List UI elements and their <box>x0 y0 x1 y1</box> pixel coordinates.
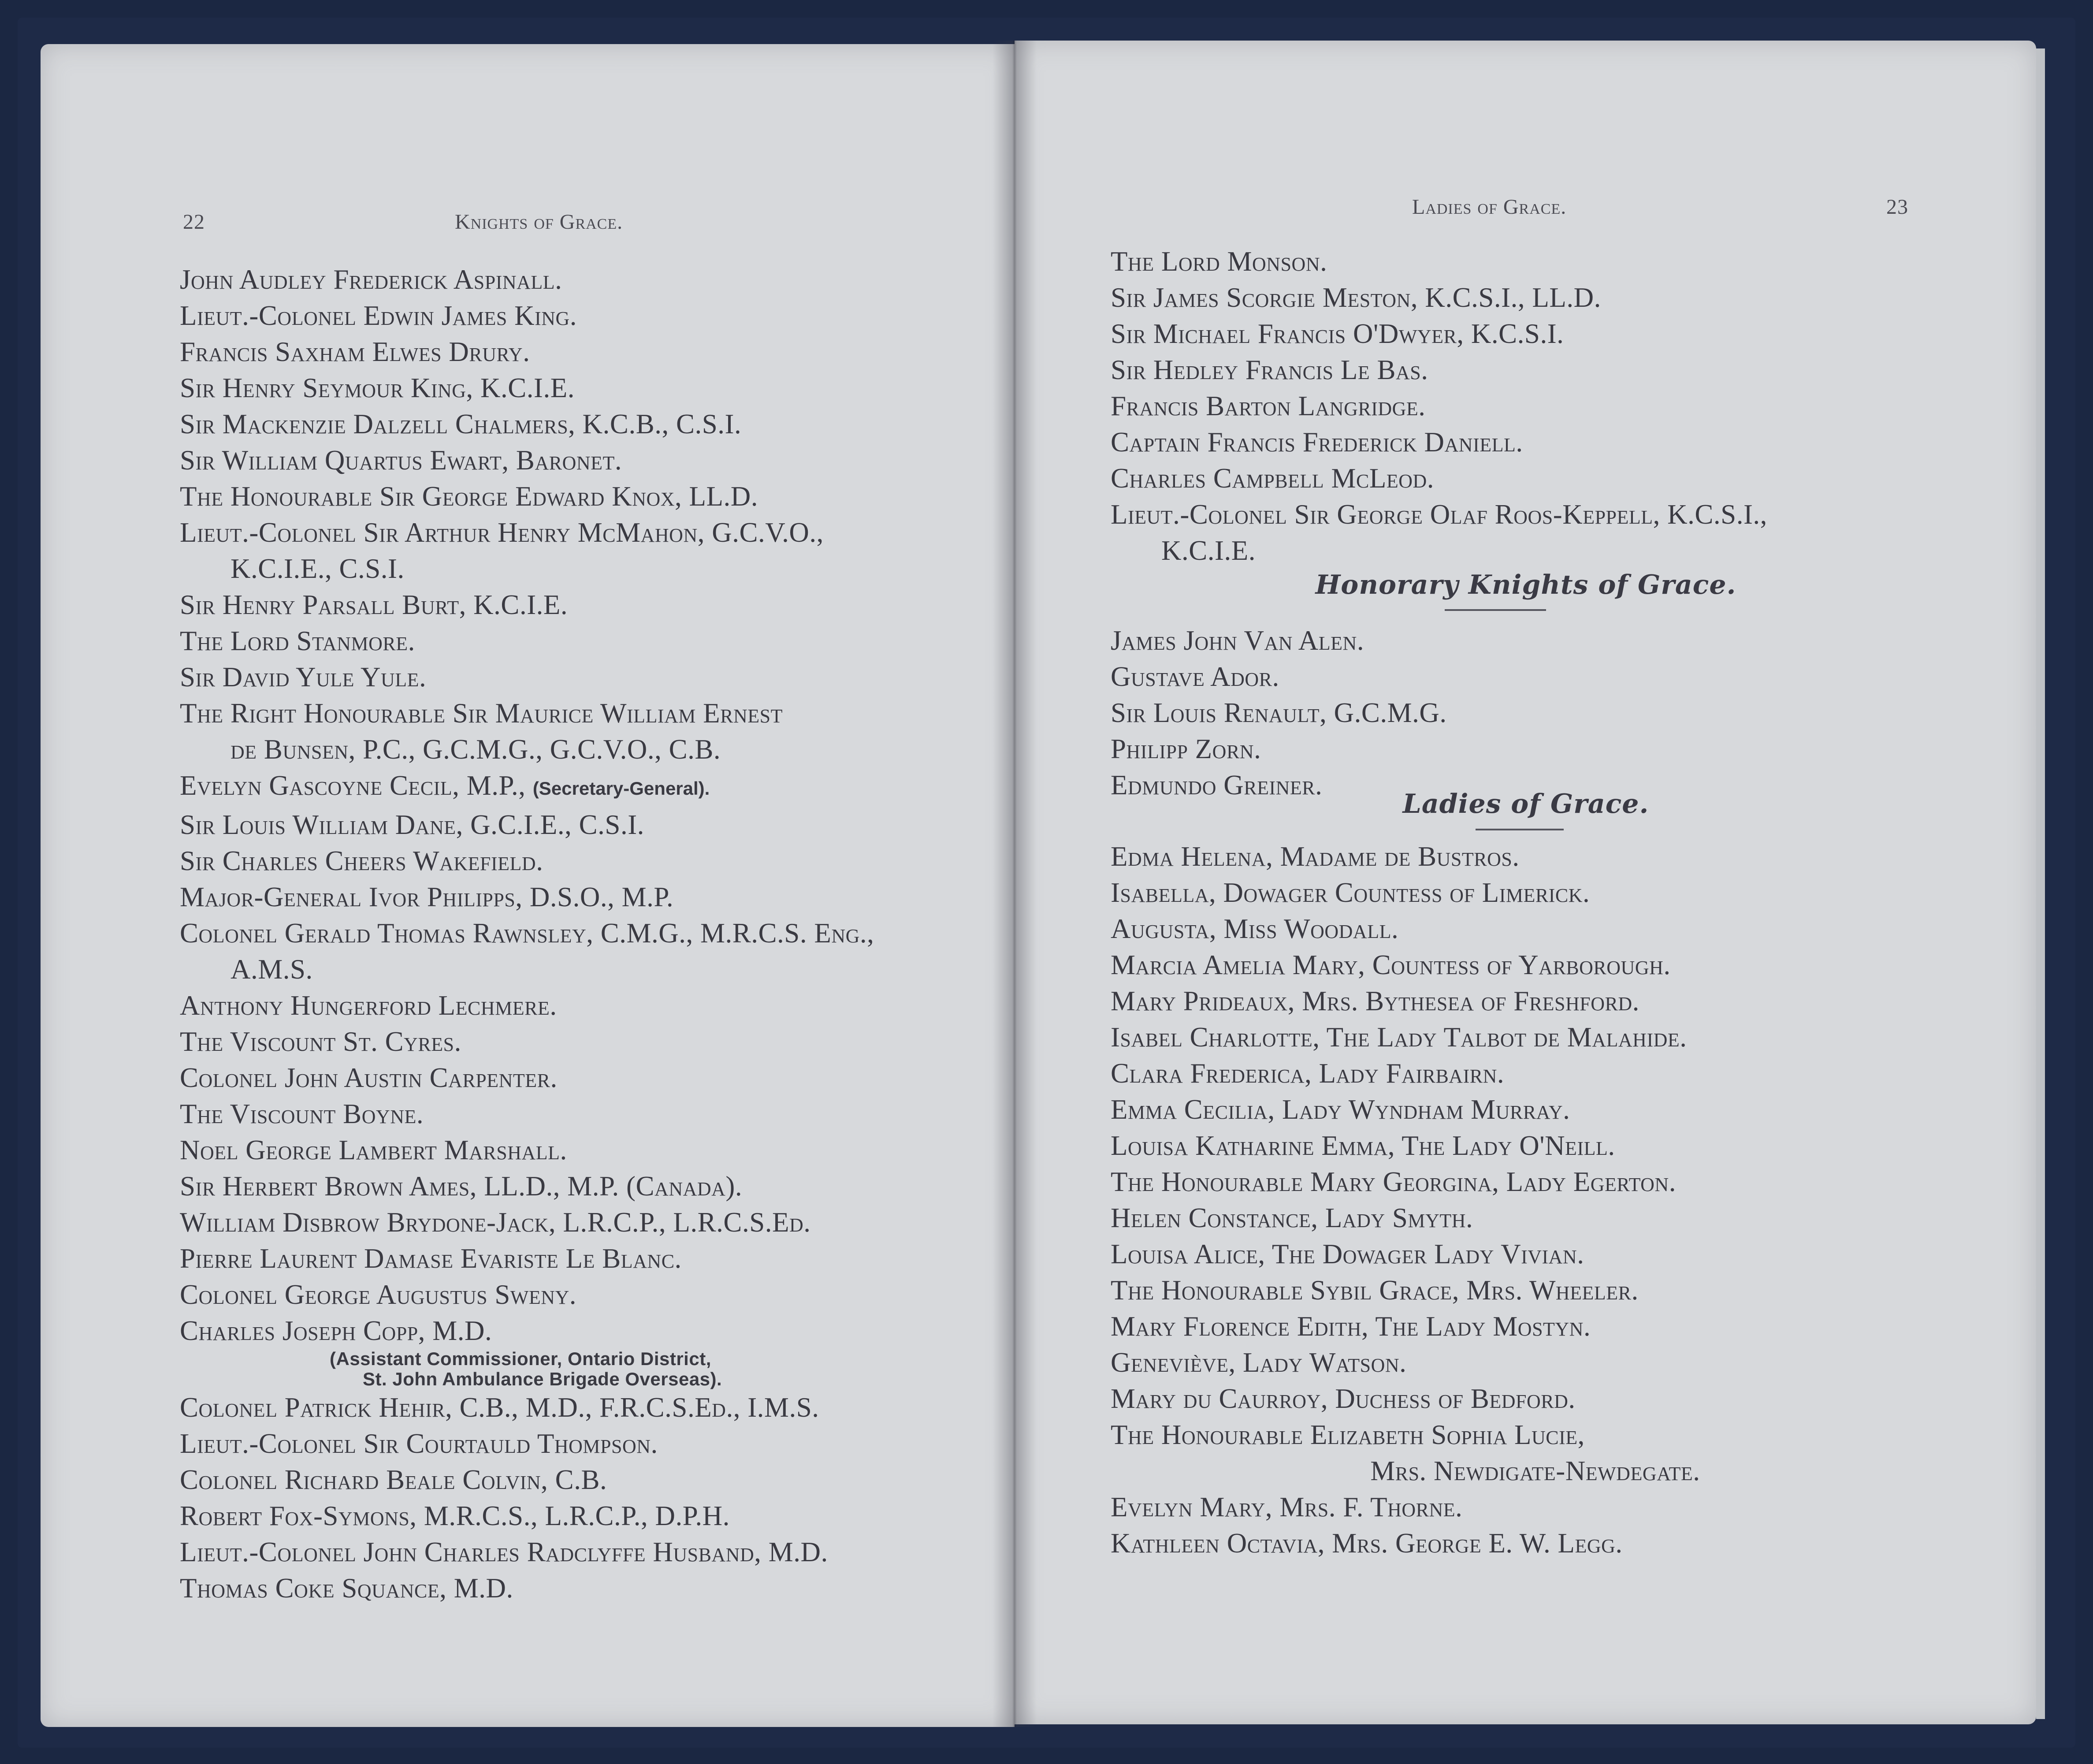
entry-name: The Honourable Sir George Edward Knox, LL.D. <box>180 481 758 512</box>
entry-name: Helen Constance, Lady Smyth. <box>1111 1202 1473 1233</box>
entry-name: Clara Frederica, Lady Fairbairn. <box>1111 1058 1505 1089</box>
list-item <box>1111 1091 1687 1128</box>
entry-name: The Honourable Sybil Grace, Mrs. Wheeler. <box>1111 1275 1639 1306</box>
entry-name: Sir Louis Renault, G.C.M.G. <box>1111 697 1447 728</box>
entry-name: Sir James Scorgie Meston, K.C.S.I., LL.D. <box>1111 282 1601 313</box>
entry-name: Lieut.-Colonel Sir Courtauld Thompson. <box>180 1428 658 1459</box>
entry-name: Louisa Katharine Emma, The Lady O'Neill. <box>1111 1130 1615 1161</box>
entry-name: Evelyn Gascoyne Cecil, M.P., <box>180 770 526 801</box>
entry-name: Sir David Yule Yule. <box>180 662 427 692</box>
list-item <box>180 1498 874 1534</box>
list-item <box>180 1570 874 1606</box>
entry-name: Edmundo Greiner. <box>1111 770 1323 800</box>
entry-name: Colonel John Austin Carpenter. <box>180 1062 558 1093</box>
entry-name: Louisa Alice, The Dowager Lady Vivian. <box>1111 1239 1584 1269</box>
entry-name: Francis Barton Langridge. <box>1111 391 1426 421</box>
list-item <box>180 843 874 879</box>
list-item <box>1111 1381 1687 1417</box>
list-item <box>180 406 874 442</box>
list-item <box>1111 659 1447 695</box>
entry-name: Sir Charles Cheers Wakefield. <box>180 845 543 876</box>
entry-note: (Secretary-General). <box>532 778 710 799</box>
list-item <box>180 442 874 478</box>
entry-note <box>180 1349 874 1389</box>
running-head-left: Knights of Grace. <box>455 210 623 234</box>
entry-name: Evelyn Mary, Mrs. F. Thorne. <box>1111 1492 1463 1522</box>
list-item <box>1111 622 1447 659</box>
list-item <box>1111 1308 1687 1344</box>
list-item <box>1111 1164 1687 1200</box>
page-edges <box>2036 48 2045 1719</box>
entry-name: Lieut.-Colonel Sir George Olaf Roos-Keppell, K.C.S.I., <box>1111 499 1767 530</box>
list-item <box>1111 1236 1687 1272</box>
right-page <box>1015 41 2036 1724</box>
entry-name: The Viscount Boyne. <box>180 1098 424 1129</box>
entry-name: Sir Henry Seymour King, K.C.I.E. <box>180 372 575 403</box>
list-item <box>1111 1417 1700 1489</box>
entry-name: Emma Cecilia, Lady Wyndham Murray. <box>1111 1094 1570 1125</box>
list-item <box>180 1462 874 1498</box>
list-item <box>180 1060 874 1096</box>
list-item <box>1111 838 1687 875</box>
list-item <box>1111 875 1687 911</box>
list-item <box>180 1023 874 1060</box>
entry-name: Marcia Amelia Mary, Countess of Yarborough. <box>1111 949 1671 980</box>
list-item <box>1111 496 1767 569</box>
entry-name: John Audley Frederick Aspinall. <box>180 264 562 295</box>
entry-name: Sir Henry Parsall Burt, K.C.I.E. <box>180 589 568 620</box>
list-item <box>180 1204 874 1240</box>
left-page <box>41 44 1015 1727</box>
entry-name: Charles Campbell McLeod. <box>1111 463 1435 494</box>
list-item <box>180 1389 874 1425</box>
entry-name: The Honourable Elizabeth Sophia Lucie, <box>1111 1419 1585 1450</box>
entry-name: Lieut.-Colonel Edwin James King. <box>180 300 577 331</box>
entry-name: Colonel George Augustus Sweny. <box>180 1279 577 1310</box>
list-item <box>1111 243 1767 279</box>
list-item <box>180 767 874 807</box>
entry-name: The Honourable Mary Georgina, Lady Egerton. <box>1111 1166 1676 1197</box>
entry-name: Lieut.-Colonel John Charles Radclyffe Husband, M.D. <box>180 1537 828 1567</box>
list-item <box>180 1313 874 1389</box>
list-item <box>1111 352 1767 388</box>
knights-of-grace-list <box>180 261 874 1606</box>
section-rule <box>1445 609 1546 611</box>
list-item <box>1111 983 1687 1019</box>
entry-name: Philipp Zorn. <box>1111 733 1261 764</box>
entry-name: Edma Helena, Madame de Bustros. <box>1111 841 1520 872</box>
entry-name: Colonel Gerald Thomas Rawnsley, C.M.G., M.R.C.S. Eng., <box>180 918 874 949</box>
list-item <box>180 1132 874 1168</box>
entry-name: Kathleen Octavia, Mrs. George E. W. Legg. <box>1111 1528 1623 1559</box>
list-item <box>180 587 874 623</box>
entry-name: Sir Mackenzie Dalzell Chalmers, K.C.B., C.S.I. <box>180 409 742 439</box>
honorary-knights-list <box>1111 622 1447 803</box>
list-item <box>180 478 874 514</box>
list-item <box>180 1425 874 1462</box>
list-item <box>1111 695 1447 731</box>
list-item <box>180 1534 874 1570</box>
entry-name: Sir Herbert Brown Ames, LL.D., M.P. (Canada). <box>180 1171 743 1202</box>
knights-of-grace-continued-list <box>1111 243 1767 569</box>
entry-name: Augusta, Miss Woodall. <box>1111 913 1399 944</box>
list-item <box>180 334 874 370</box>
list-item <box>180 879 874 915</box>
entry-name: Colonel Patrick Hehir, C.B., M.D., F.R.C.S.Ed., I.M.S. <box>180 1392 819 1423</box>
list-item <box>180 298 874 334</box>
list-item <box>180 1240 874 1276</box>
entry-name: The Lord Monson. <box>1111 246 1327 277</box>
list-item <box>1111 911 1687 947</box>
entry-name: Pierre Laurent Damase Evariste Le Blanc. <box>180 1243 682 1274</box>
entry-name: The Viscount St. Cyres. <box>180 1026 461 1057</box>
entry-name: Captain Francis Frederick Daniell. <box>1111 427 1523 458</box>
entry-name: Colonel Richard Beale Colvin, C.B. <box>180 1464 607 1495</box>
entry-name: Anthony Hungerford Lechmere. <box>180 990 557 1021</box>
list-item <box>180 514 874 587</box>
entry-name: Sir William Quartus Ewart, Baronet. <box>180 445 622 476</box>
list-item <box>180 807 874 843</box>
entry-continuation: Mrs. Newdigate-Newdegate. <box>1370 1455 1700 1486</box>
entry-name: Sir Michael Francis O'Dwyer, K.C.S.I. <box>1111 318 1564 349</box>
entry-note-line: St. John Ambulance Brigade Overseas). <box>363 1369 722 1389</box>
entry-name: Robert Fox-Symons, M.R.C.S., L.R.C.P., D.P.H. <box>180 1500 730 1531</box>
entry-continuation: K.C.I.E., C.S.I. <box>230 553 405 584</box>
list-item <box>1111 1128 1687 1164</box>
list-item <box>1111 1525 1687 1561</box>
list-item <box>1111 731 1447 767</box>
entry-name: Thomas Coke Squance, M.D. <box>180 1573 513 1604</box>
list-item <box>1111 1344 1687 1381</box>
entry-name: William Disbrow Brydone-Jack, L.R.C.P., L.R.C.S.Ed. <box>180 1207 811 1238</box>
list-item <box>1111 1200 1687 1236</box>
entry-name: Geneviève, Lady Watson. <box>1111 1347 1407 1378</box>
entry-name: The Right Honourable Sir Maurice William Ernest <box>180 698 783 729</box>
entry-name: Mary Prideaux, Mrs. Bythesea of Freshford. <box>1111 986 1639 1016</box>
entry-note-line: (Assistant Commissioner, Ontario District, <box>330 1348 711 1369</box>
list-item <box>1111 279 1767 316</box>
entry-continuation: de Bunsen, P.C., G.C.M.G., G.C.V.O., C.B. <box>230 734 721 765</box>
list-item <box>180 1276 874 1313</box>
page-number-right: 23 <box>1886 195 1908 219</box>
list-item <box>180 1096 874 1132</box>
list-item <box>1111 316 1767 352</box>
honorary-knights-heading: Honorary Knights of Grace. <box>1315 569 1736 600</box>
list-item <box>180 623 874 659</box>
list-item <box>180 1168 874 1204</box>
entry-continuation: A.M.S. <box>230 954 313 985</box>
entry-name: James John Van Alen. <box>1111 625 1364 656</box>
list-item <box>1111 1055 1687 1091</box>
list-item <box>1111 460 1767 496</box>
entry-name: Mary Florence Edith, The Lady Mostyn. <box>1111 1311 1591 1342</box>
list-item <box>180 695 874 767</box>
list-item <box>1111 1489 1687 1525</box>
section-rule <box>1476 829 1564 830</box>
page-number-left: 22 <box>183 210 205 234</box>
list-item <box>180 370 874 406</box>
entry-name: Isabella, Dowager Countess of Limerick. <box>1111 877 1590 908</box>
ladies-of-grace-list <box>1111 838 1700 1561</box>
entry-name: Lieut.-Colonel Sir Arthur Henry McMahon, G.C.V.O., <box>180 517 824 548</box>
list-item <box>180 915 874 987</box>
list-item <box>1111 947 1687 983</box>
list-item <box>1111 1019 1687 1055</box>
list-item <box>180 659 874 695</box>
list-item <box>1111 424 1767 460</box>
entry-name: Isabel Charlotte, The Lady Talbot de Malahide. <box>1111 1022 1687 1053</box>
entry-name: Charles Joseph Copp, M.D. <box>180 1315 492 1346</box>
entry-name: Noel George Lambert Marshall. <box>180 1135 567 1165</box>
entry-name: Sir Hedley Francis Le Bas. <box>1111 354 1428 385</box>
ladies-of-grace-heading: Ladies of Grace. <box>1402 789 1649 819</box>
entry-name: Sir Louis William Dane, G.C.I.E., C.S.I. <box>180 809 644 840</box>
list-item <box>180 261 874 298</box>
list-item <box>180 987 874 1023</box>
entry-name: The Lord Stanmore. <box>180 625 415 656</box>
entry-continuation: K.C.I.E. <box>1161 535 1256 566</box>
entry-name: Mary du Caurroy, Duchess of Bedford. <box>1111 1383 1576 1414</box>
entry-name: Gustave Ador. <box>1111 661 1279 692</box>
running-head-right: Ladies of Grace. <box>1412 195 1567 219</box>
entry-name: Francis Saxham Elwes Drury. <box>180 336 530 367</box>
entry-name: Major-General Ivor Philipps, D.S.O., M.P. <box>180 882 674 912</box>
list-item <box>1111 1272 1687 1308</box>
list-item <box>1111 388 1767 424</box>
